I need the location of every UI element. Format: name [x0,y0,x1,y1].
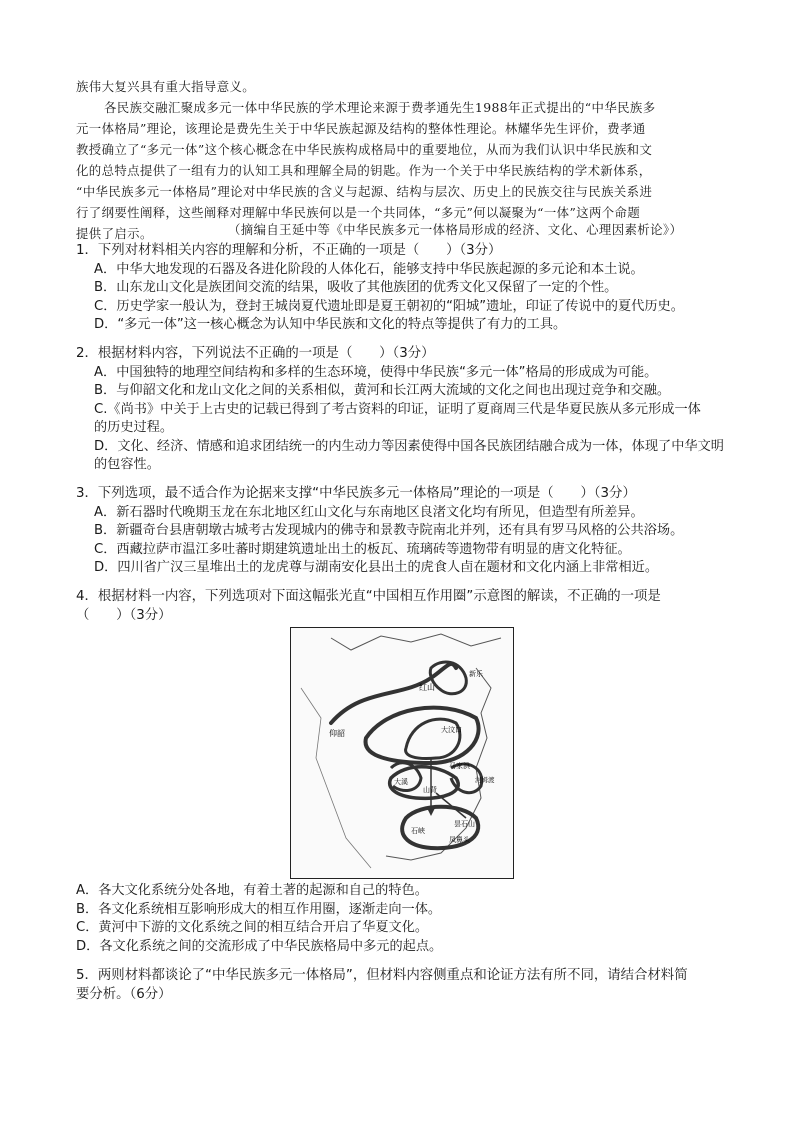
border-line [331,634,501,650]
option-d: D．“多元一体”这一核心概念为认知中华民族和文化的特点等提供了有力的工具。 [94,317,567,332]
passage-source: （摘编自王延中等《中华民族多元一体格局形成的经济、文化、心理因素析论》） [228,222,683,237]
passage-line: 各民族交融汇聚成多元一体中华民族的学术理论来源于费孝通先生1988年正式提出的“中华民族多 [104,100,656,115]
option-b: B．新疆奇台县唐朝墩古城考古发现城内的佛寺和景教寺院南北并列，还有具有罗马风格的公共浴场。 [94,523,684,538]
question-stem: 3．下列选项，最不适合作为论据来支撑“中华民族多元一体格局”理论的一项是（ ）（3分） [76,486,636,501]
map-svg [291,628,513,878]
question-4 [76,588,736,625]
map-label-yangshao: 仰韶 [329,729,345,738]
passage-line: 教授确立了“多元一体”这个核心概念在中华民族构成格局中的重要地位，从而为我们认识中华民族和文 [76,142,653,157]
interaction-sphere-map [290,627,514,879]
option-c: C．西藏拉萨市温江多吐蕃时期建筑遗址出土的板瓦、琉璃砖等遗物带有明显的唐文化特征。 [94,541,631,557]
option-d: D．各文化系统之间的交流形成了中华民族格局中多元的起点。 [76,938,443,954]
question-stem: 2．根据材料内容，下列说法不正确的一项是（ ）（3分） [76,346,435,361]
passage-line: 行了纲要性阐释，这些阐释对理解中华民族何以是一个共同体，“多元”何以凝聚为“一体”这两个命题 [76,205,641,220]
passage-line: 元一体格局”理论，该理论是费先生关于中华民族起源及结构的整体性理论。林耀华先生评价，费孝通 [76,121,646,136]
arrow-head [427,808,435,816]
option-a: A．中华大地发现的石器及各进化阶段的人体化石，能够支持中华民族起源的多元论和本土说。 [94,261,644,277]
map-label-majiabang: 马家浜 [449,762,470,770]
question-stem: 5．两则材料都谈论了“中华民族多元一体格局”，但材料内容侧重点和论证方法有所不同，请结合材料简 [76,968,688,983]
option-a: A．中国独特的地理空间结构和多样的生态环境，使得中华民族“多元一体”格局的形成成为可能。 [94,364,658,380]
option-c: C.《尚书》中关于上古史的记载已得到了考古资料的印证，证明了夏商周三代是华夏民族从多元形成一体的历史过程。 [94,401,701,435]
passage-line: “中华民族多元一体格局”理论对中华民族的含义与起源、结构与层次、历史上的民族交往与民族关系进 [76,184,653,199]
passage-line: 族伟大复兴具有重大指导意义。 [76,79,256,94]
map-label-shanbei: 山背 [423,786,437,794]
option-c: C．历史学家一般认为，登封王城岗夏代遗址即是夏王朝初的“阳城”遗址，印证了传说中的夏代历史。 [94,298,684,314]
option-d: D．文化、经济、情感和追求团结统一的内生动力等因素使得中国各民族团结融合成为一体，体现了中华文明的包容性。 [94,438,724,472]
culture-region-outline [366,708,479,763]
map-label-tanshishan: 昙石山 [454,820,475,828]
option-a: A．各大文化系统分处各地，有着土著的起源和自己的特色。 [76,883,428,898]
map-label-shixia: 石峡 [411,827,425,835]
question-stem: 1．下列对材料相关内容的理解和分析，不正确的一项是（ ）（3分） [76,243,502,258]
map-label-dawenkou: 大汶口 [441,726,462,734]
option-b: B．各文化系统相互影响形成大的相互作用圈，逐渐走向一体。 [76,901,442,917]
option-b: B．山东龙山文化是族团间交流的结果，吸收了其他族团的优秀文化又保留了一定的个性。 [94,280,618,295]
question-3 [76,485,736,578]
option-a: A．新石器时代晚期玉龙在东北地区红山文化与东南地区良渚文化均有所见，但造型有所差异。 [94,504,644,520]
map-label-xinle: 新乐 [469,670,483,678]
map-label-hongshan: 红山 [419,683,435,692]
option-d: D．四川省广汉三星堆出土的龙虎尊与湖南安化县出土的虎食人卣在题材和文化内涵上非常相近。 [94,560,659,575]
passage-line: 化的总特点提供了一组有力的认知工具和理解全局的钥匙。作为一个关于中华民族结构的学术新体系， [76,163,652,178]
question-4-options [76,882,736,956]
question-2 [76,345,736,475]
question-stem: 4．根据材料一内容，下列选项对下面这幅张光直“中国相互作用圈”示意图的解读，不正确的一项是 [76,589,661,604]
map-label-fenbitou: 凤鼻头 [449,836,470,844]
passage-line: 提供了启示。 [76,226,153,241]
question-5 [76,967,736,1004]
option-b: B．与仰韶文化和龙山文化之间的关系相似，黄河和长江两大流域的文化之间也出现过竞争和交融。 [94,383,671,398]
map-label-daxi: 大溪 [394,778,408,786]
option-c: C．黄河中下游的文化系统之间的相互结合开启了华夏文化。 [76,920,429,935]
question-stem-cont: 要分析。（6分） [76,986,172,1002]
map-label-hemudu: 河姆渡 [475,776,495,784]
question-stem-cont: （ ）（3分） [76,607,172,623]
question-1 [76,242,736,335]
